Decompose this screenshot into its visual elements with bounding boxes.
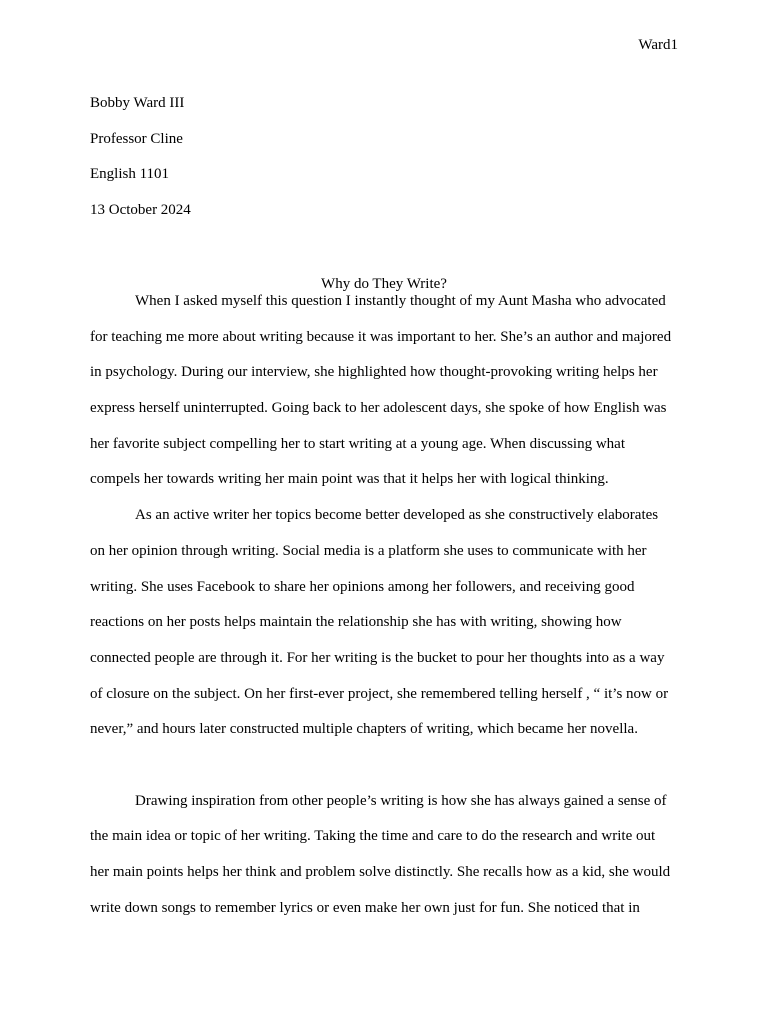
page-header: Ward1 xyxy=(638,37,678,53)
body-line: Drawing inspiration from other people’s writing is how she has always gained a sense of xyxy=(135,792,667,809)
body-line: on her opinion through writing. Social media is a platform she uses to communicate with her xyxy=(90,542,647,559)
document-title: Why do They Write? xyxy=(321,276,447,292)
paragraph-gap xyxy=(90,756,678,792)
body-line: When I asked myself this question I instantly thought of my Aunt Masha who advocated xyxy=(135,293,666,309)
author-name: Bobby Ward III xyxy=(90,95,185,111)
body-line: writing. She uses Facebook to share her opinions among her followers, and receiving good xyxy=(90,578,635,595)
body-line: reactions on her posts helps maintain the relationship she has with writing, showing how xyxy=(90,614,622,631)
date: 13 October 2024 xyxy=(90,201,191,218)
body-line: express herself uninterrupted. Going back to her adolescent days, she spoke of how English was xyxy=(90,400,667,417)
course-name: English 1101 xyxy=(90,166,170,183)
body-line: of closure on the subject. On her first-ever project, she remembered telling herself , “ it’s now or xyxy=(90,685,669,702)
body-line: compels her towards writing her main point was that it helps her with logical thinking. xyxy=(90,471,609,488)
mla-heading xyxy=(90,94,678,236)
body-line: never,” and hours later constructed multiple chapters of writing, which became her novella. xyxy=(90,721,638,738)
instructor-name: Professor Cline xyxy=(90,130,183,147)
body-line: the main idea or topic of her writing. Taking the time and care to do the research and write out xyxy=(90,828,656,845)
body-line: her main points helps her think and problem solve distinctly. She recalls how as a kid, she would xyxy=(90,864,671,880)
document-body xyxy=(90,292,678,934)
body-line: As an active writer her topics become better developed as she constructively elaborates xyxy=(135,507,659,524)
body-line: for teaching me more about writing because it was important to her. She’s an author and majored xyxy=(90,328,672,345)
body-line: write down songs to remember lyrics or even make her own just for fun. She noticed that in xyxy=(90,899,640,916)
body-line: in psychology. During our interview, she highlighted how thought-provoking writing helps her xyxy=(90,364,658,381)
body-line: connected people are through it. For her writing is the bucket to pour her thoughts into as a way xyxy=(90,649,665,666)
body-line: her favorite subject compelling her to start writing at a young age. When discussing what xyxy=(90,435,625,452)
